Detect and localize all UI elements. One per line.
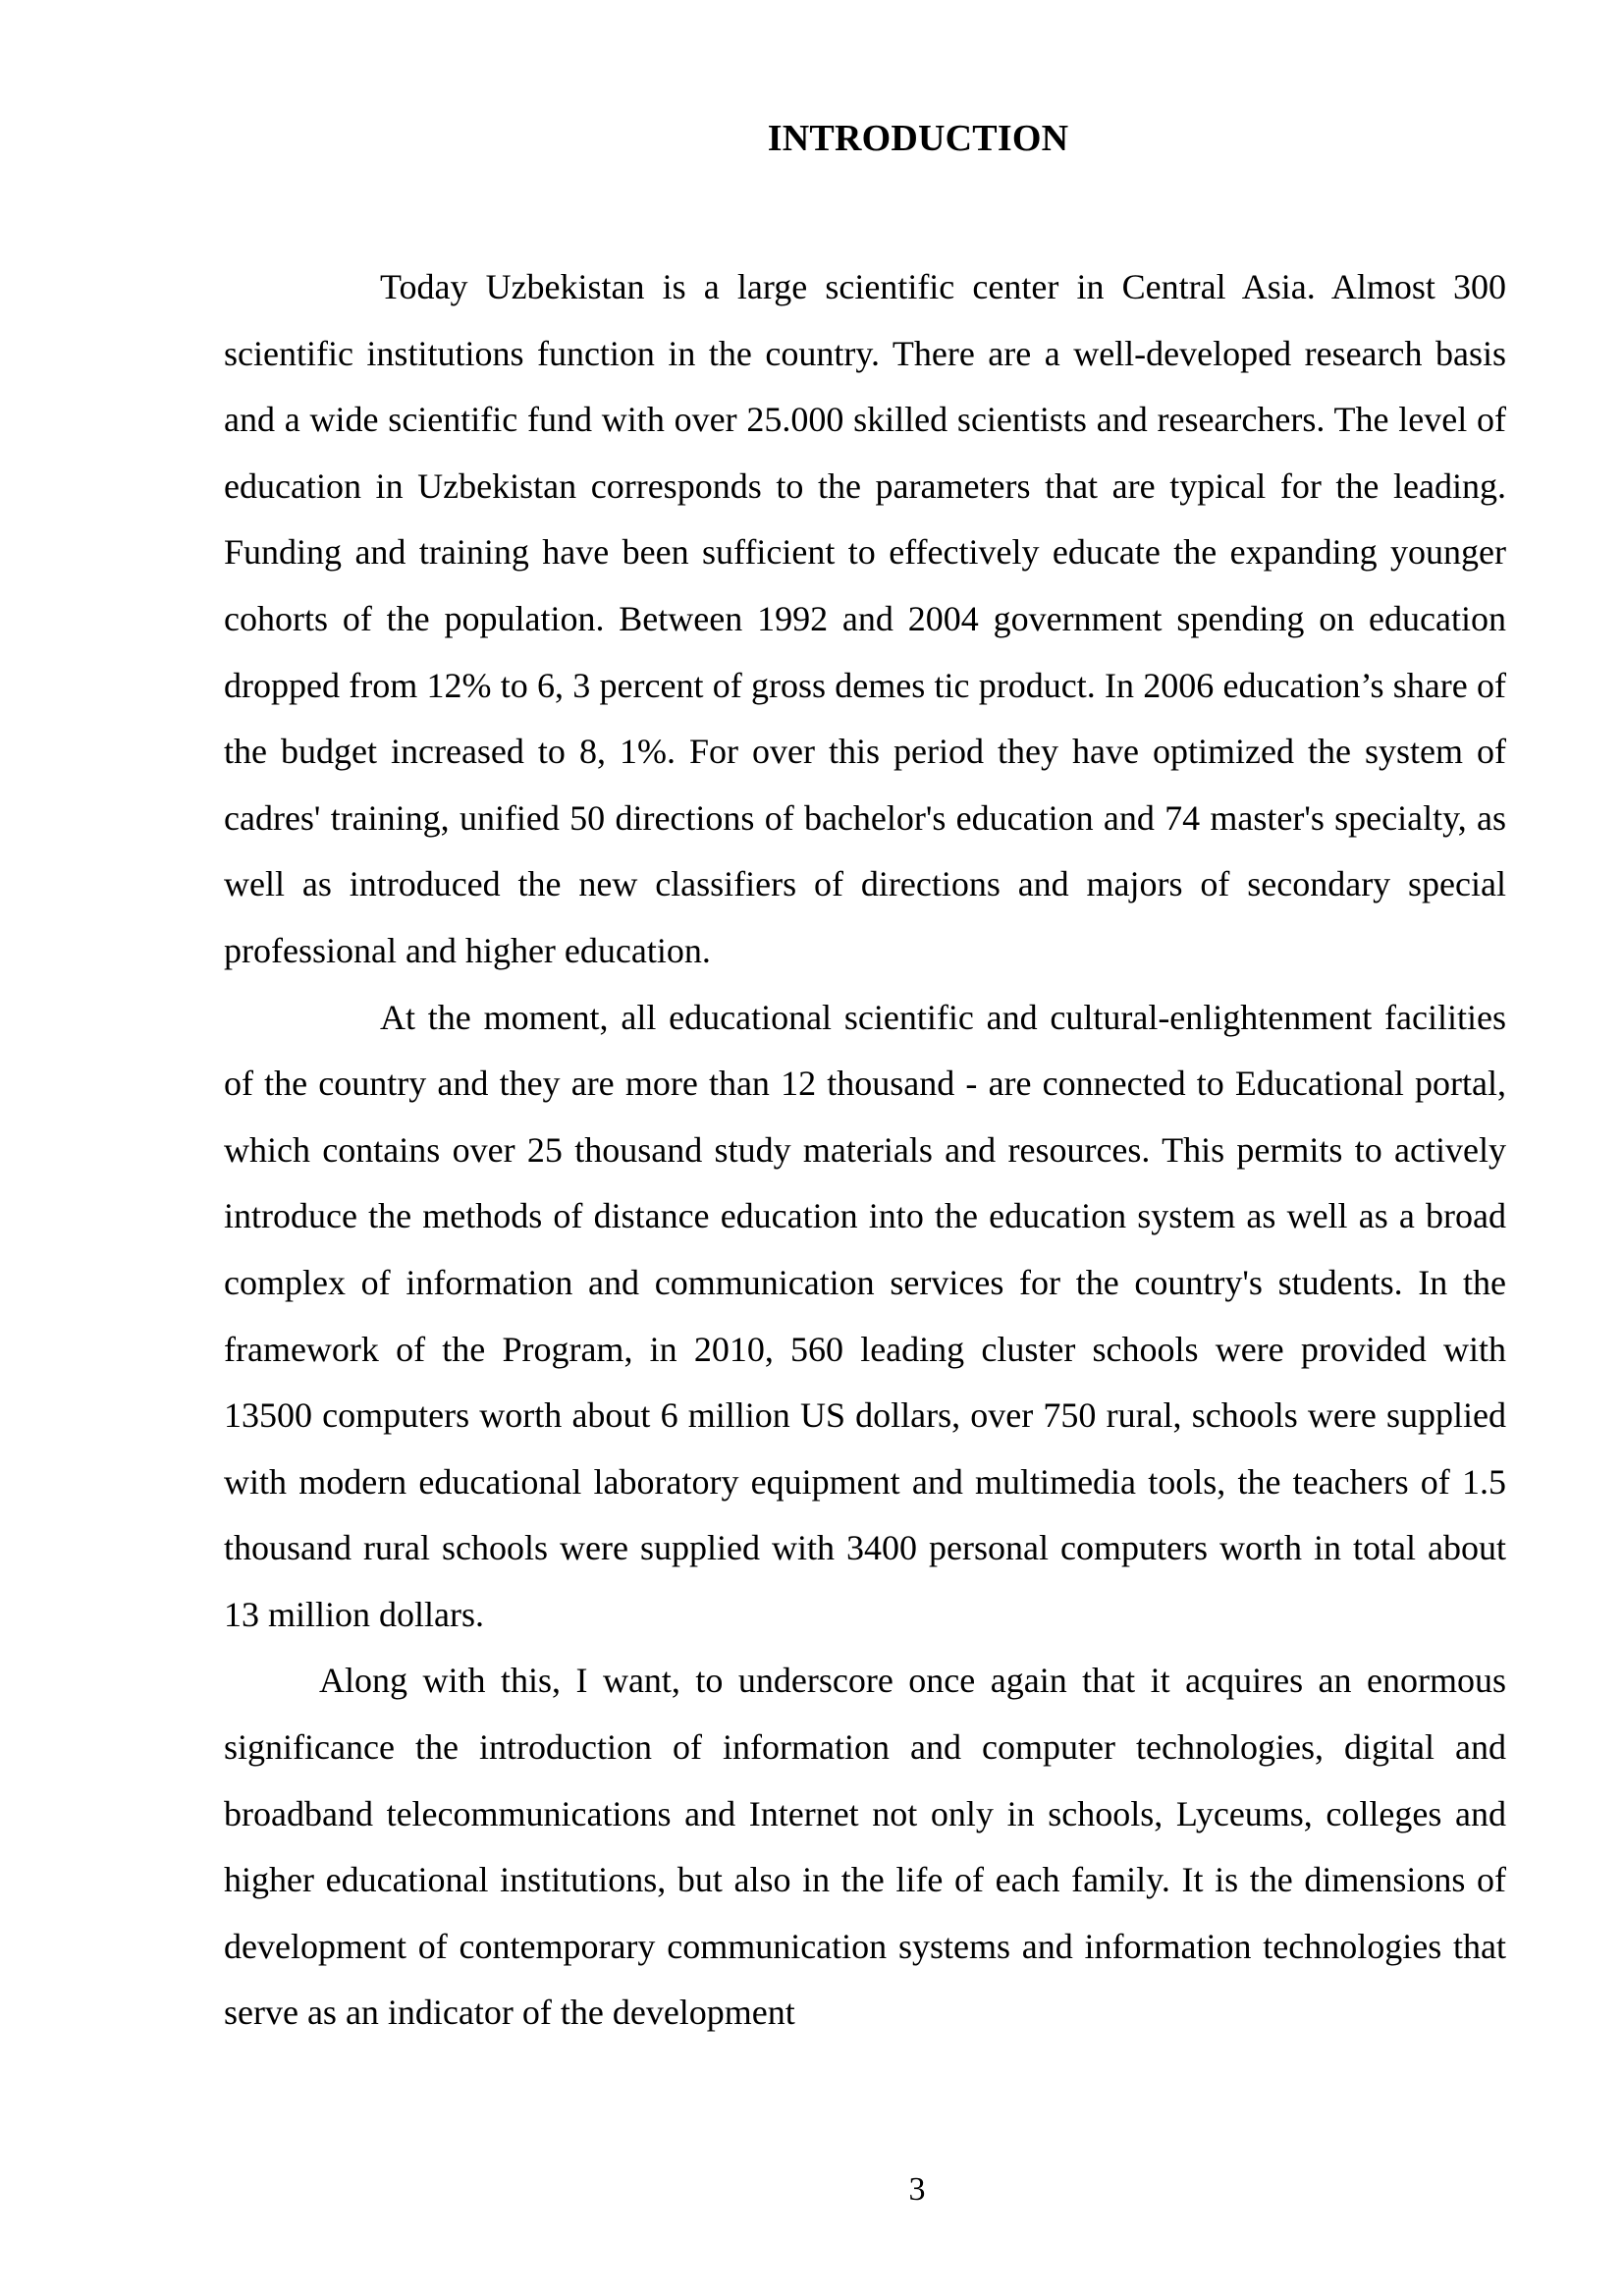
page-title: INTRODUCTION	[767, 118, 1069, 159]
paragraph-educational-portal: At the moment, all educational scientific and cultural-enlightenment facilities of the country and they are more than 12 thousand - are connected to Educational portal, which contains over 25 thousand study materials and resources. This permits to actively introduce the methods of distance education into the education system as well as a broad complex of information and communication services for the country's students. In the framework of the Program, in 2010, 560 leading cluster schools were provided with 13500 computers worth about 6 million US dollars, over 750 rural, schools were supplied with modern educational laboratory equipment and multimedia tools, the teachers of 1.5 thousand rural schools were supplied with 3400 personal computers worth in total about 13 million dollars.	[224, 997, 1506, 1634]
paragraph-ict-significance: Along with this, I want, to underscore once again that it acquires an enormous significance the introduction of information and computer technologies, digital and broadband telecommunications and Internet not only in schools, Lyceums, colleges and higher educational institutions, but also in the life of each family. It is the dimensions of development of contemporary communication systems and information technologies that serve as an indicator of the development	[224, 1661, 1506, 2033]
page-number: 3	[908, 2171, 926, 2208]
body-text	[224, 254, 1506, 2047]
paragraph-intro-science: Today Uzbekistan is a large scientific center in Central Asia. Almost 300 scientific institutions function in the country. There are a well-developed research basis and a wide scientific fund with over 25.000 skilled scientists and researchers. The level of education in Uzbekistan corresponds to the parameters that are typical for the leading. Funding and training have been sufficient to effectively educate the expanding younger cohorts of the population. Between 1992 and 2004 government spending on education dropped from 12% to 6, 3 percent of gross demes tic product. In 2006 education’s share of the budget increased to 8, 1%. For over this period they have optimized the system of cadres' training, unified 50 directions of bachelor's education and 74 master's specialty, as well as introduced the new classifiers of directions and majors of secondary special professional and higher education.	[224, 267, 1506, 970]
